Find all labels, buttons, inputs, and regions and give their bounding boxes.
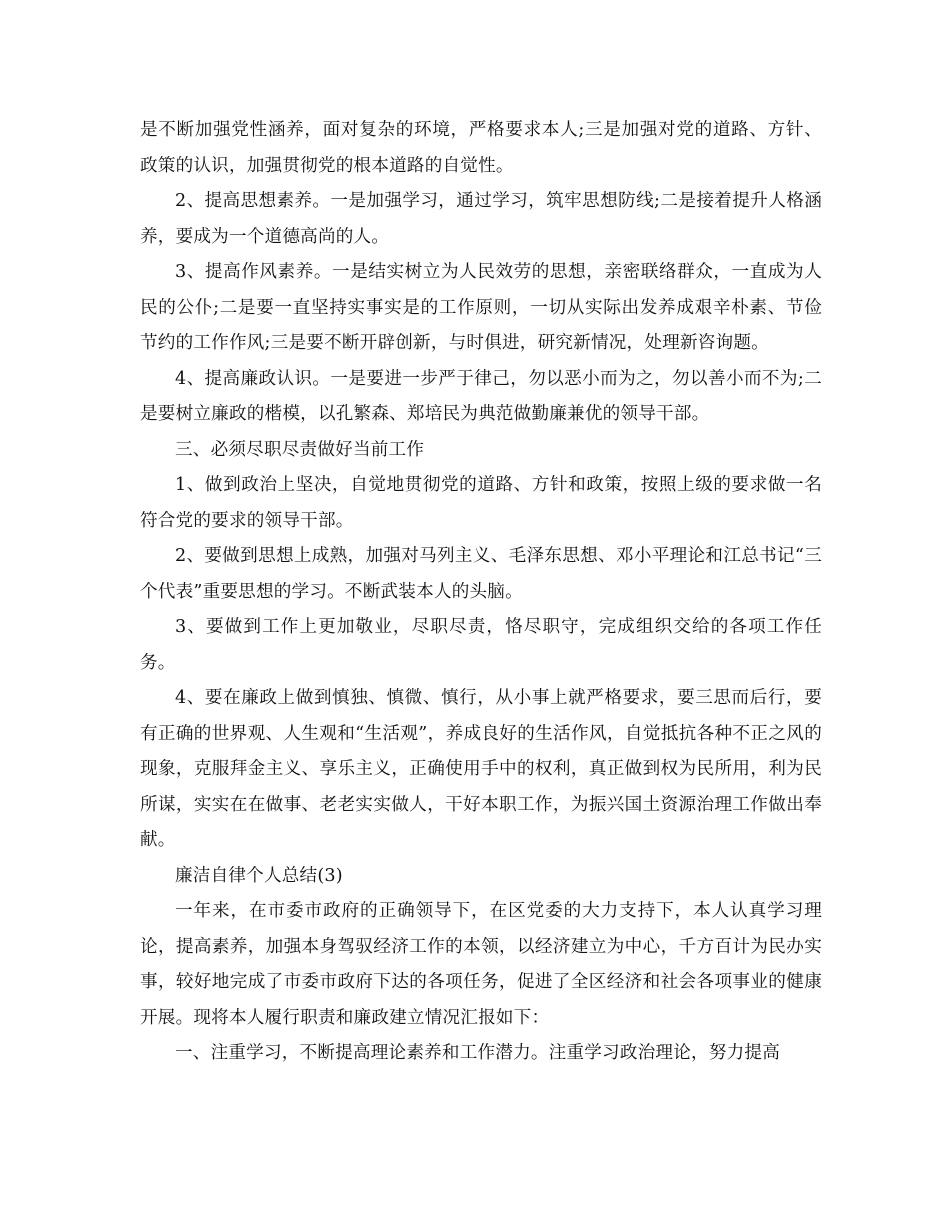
paragraph-item-4-clean: 4、要在廉政上做到慎独、慎微、慎行，从小事上就严格要求，要三思而后行，要有正确的世界观、人生观和“生活观”，养成良好的生活作风，自觉抵抗各种不正之风的现象，克服拜金主义、享乐主义，正确使用手中的权利，真正做到权为民所用，利为民所谋，实实在在做事、老老实实做人，干好本职工作，为振兴国土资源治理工作做出奉献。: [140, 688, 822, 850]
paragraph-item-3-work: 3、要做到工作上更加敬业，尽职尽责，恪尽职守，完成组织交给的各项工作任务。: [140, 617, 822, 673]
paragraph-item-2-thought: 2、提高思想素养。一是加强学习，通过学习，筑牢思想防线;二是接着提升人格涵养，要成为一个道德高尚的人。: [140, 191, 822, 247]
paragraph-continuation: 是不断加强党性涵养，面对复杂的环境，严格要求本人;三是加强对党的道路、方针、政策的认识，加强贯彻党的根本道路的自觉性。: [140, 120, 822, 176]
document-subtitle: 廉洁自律个人总结(3): [175, 865, 343, 886]
paragraph-section-one: 一、注重学习，不断提高理论素养和工作潜力。注重学习政治理论，努力提高: [175, 1043, 780, 1063]
paragraph-item-2-mind: 2、要做到思想上成熟，加强对马列主义、毛泽东思想、邓小平理论和江总书记“三个代表”重要思想的学习。不断武装本人的头脑。: [140, 546, 822, 602]
paragraph-item-4-integrity: 4、提高廉政认识。一是要进一步严于律己，勿以恶小而为之，勿以善小而不为;二是要树立廉政的楷模，以孔繁森、郑培民为典范做勤廉兼优的领导干部。: [140, 368, 822, 424]
paragraph-item-1-politics: 1、做到政治上坚决，自觉地贯彻党的道路、方针和政策，按照上级的要求做一名符合党的要求的领导干部。: [140, 475, 822, 531]
paragraph-intro: 一年来，在市委市政府的正确领导下，在区党委的大力支持下，本人认真学习理论，提高素养，加强本身驾驭经济工作的本领，以经济建立为中心，千方百计为民办实事，较好地完成了市委市政府下达的各项任务，促进了全区经济和社会各项事业的健康开展。现将本人履行职责和廉政建立情况汇报如下：: [140, 901, 822, 1028]
paragraph-item-3-style: 3、提高作风素养。一是结实树立为人民效劳的思想，亲密联络群众，一直成为人民的公仆;二是要一直坚持实事实是的工作原则，一切从实际出发养成艰辛朴素、节俭节约的工作作风;三是要不断开辟创新，与时俱进，研究新情况，处理新咨询题。: [140, 262, 822, 353]
section-heading-three: 三、必须尽职尽责做好当前工作: [175, 439, 425, 460]
